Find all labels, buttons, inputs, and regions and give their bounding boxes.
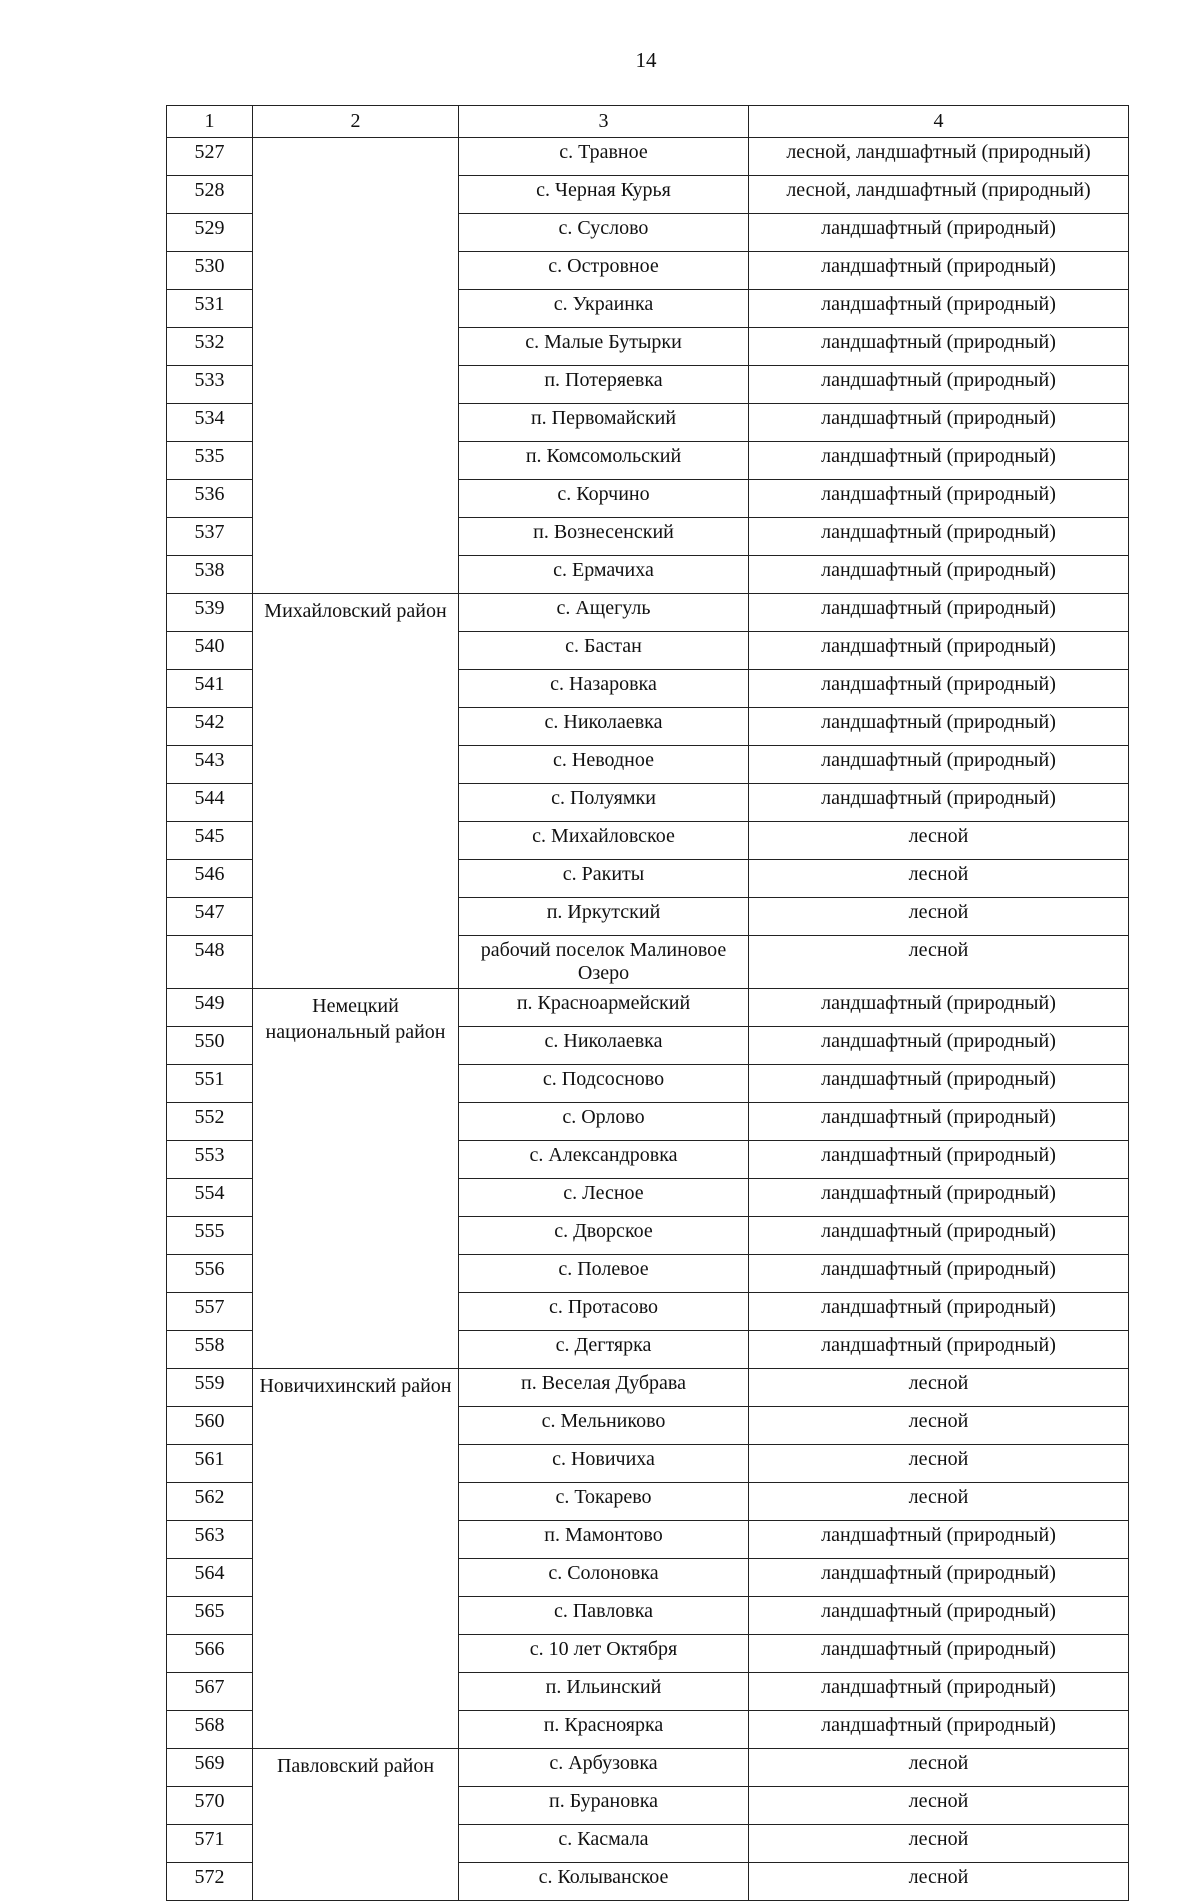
row-number: 544 [167,784,253,822]
zone-type: ландшафтный (природный) [749,1179,1129,1217]
settlements-table [166,105,1129,1901]
district-name: Михайловский район [253,594,459,989]
district-name: Павловский район [253,1749,459,1901]
table-row [167,138,1129,176]
row-number: 553 [167,1141,253,1179]
row-number: 537 [167,518,253,556]
settlement-name: с. Лесное [459,1179,749,1217]
table-row [167,989,1129,1027]
settlement-name: с. Суслово [459,214,749,252]
settlement-name: п. Вознесенский [459,518,749,556]
settlement-name: с. Орлово [459,1103,749,1141]
settlement-name: с. Солоновка [459,1559,749,1597]
row-number: 539 [167,594,253,632]
settlement-name: с. Назаровка [459,670,749,708]
settlement-name: п. Веселая Дубрава [459,1369,749,1407]
row-number: 568 [167,1711,253,1749]
zone-type: ландшафтный (природный) [749,784,1129,822]
row-number: 559 [167,1369,253,1407]
row-number: 561 [167,1445,253,1483]
zone-type: лесной [749,860,1129,898]
zone-type: ландшафтный (природный) [749,1027,1129,1065]
settlement-name: п. Мамонтово [459,1521,749,1559]
zone-type: ландшафтный (природный) [749,252,1129,290]
row-number: 558 [167,1331,253,1369]
settlement-name: п. Первомайский [459,404,749,442]
row-number: 556 [167,1255,253,1293]
settlement-name: п. Иркутский [459,898,749,936]
zone-type: ландшафтный (природный) [749,746,1129,784]
settlement-name: с. Токарево [459,1483,749,1521]
settlement-name: с. Павловка [459,1597,749,1635]
table-row [167,1369,1129,1407]
row-number: 564 [167,1559,253,1597]
settlement-name: с. Касмала [459,1825,749,1863]
header-row [167,106,1129,138]
row-number: 546 [167,860,253,898]
row-number: 551 [167,1065,253,1103]
settlement-name: с. Подсосново [459,1065,749,1103]
row-number: 569 [167,1749,253,1787]
header-cell: 1 [167,106,253,138]
row-number: 549 [167,989,253,1027]
row-number: 545 [167,822,253,860]
zone-type: ландшафтный (природный) [749,1141,1129,1179]
row-number: 538 [167,556,253,594]
table-row [167,594,1129,632]
table-header [167,106,1129,138]
zone-type: ландшафтный (природный) [749,1521,1129,1559]
settlement-name: с. Ракиты [459,860,749,898]
row-number: 527 [167,138,253,176]
settlement-name: с. Протасово [459,1293,749,1331]
zone-type: ландшафтный (природный) [749,1673,1129,1711]
zone-type: ландшафтный (природный) [749,1217,1129,1255]
zone-type: ландшафтный (природный) [749,556,1129,594]
row-number: 565 [167,1597,253,1635]
settlement-name: с. Островное [459,252,749,290]
settlement-name: с. Дворское [459,1217,749,1255]
settlement-name: с. Ермачиха [459,556,749,594]
settlement-name: с. Полевое [459,1255,749,1293]
zone-type: лесной [749,1863,1129,1901]
zone-type: ландшафтный (природный) [749,1711,1129,1749]
table-body [167,138,1129,1901]
settlement-name: п. Потеряевка [459,366,749,404]
row-number: 548 [167,936,253,989]
settlement-name: п. Комсомольский [459,442,749,480]
settlement-name: п. Бурановка [459,1787,749,1825]
zone-type: ландшафтный (природный) [749,989,1129,1027]
row-number: 552 [167,1103,253,1141]
zone-type: ландшафтный (природный) [749,1597,1129,1635]
row-number: 570 [167,1787,253,1825]
zone-type: ландшафтный (природный) [749,442,1129,480]
zone-type: ландшафтный (природный) [749,214,1129,252]
zone-type: ландшафтный (природный) [749,328,1129,366]
row-number: 571 [167,1825,253,1863]
settlement-name: с. Михайловское [459,822,749,860]
zone-type: лесной [749,822,1129,860]
row-number: 547 [167,898,253,936]
settlement-name: п. Красноярка [459,1711,749,1749]
zone-type: лесной [749,1407,1129,1445]
row-number: 533 [167,366,253,404]
zone-type: ландшафтный (природный) [749,632,1129,670]
zone-type: ландшафтный (природный) [749,1255,1129,1293]
district-name: Немецкий национальный район [253,989,459,1369]
row-number: 535 [167,442,253,480]
zone-type: лесной [749,1445,1129,1483]
zone-type: ландшафтный (природный) [749,1635,1129,1673]
settlement-name: с. Николаевка [459,1027,749,1065]
row-number: 541 [167,670,253,708]
settlement-name: с. Новичиха [459,1445,749,1483]
row-number: 540 [167,632,253,670]
table-row [167,1749,1129,1787]
settlement-name: с. Малые Бутырки [459,328,749,366]
zone-type: ландшафтный (природный) [749,518,1129,556]
zone-type: лесной [749,1825,1129,1863]
row-number: 532 [167,328,253,366]
zone-type: ландшафтный (природный) [749,708,1129,746]
settlement-name: с. Дегтярка [459,1331,749,1369]
zone-type: ландшафтный (природный) [749,1065,1129,1103]
settlement-name: п. Ильинский [459,1673,749,1711]
row-number: 563 [167,1521,253,1559]
row-number: 542 [167,708,253,746]
row-number: 566 [167,1635,253,1673]
row-number: 529 [167,214,253,252]
row-number: 557 [167,1293,253,1331]
settlement-name: рабочий поселок Малиновое Озеро [459,936,749,989]
zone-type: лесной, ландшафтный (природный) [749,138,1129,176]
zone-type: лесной, ландшафтный (природный) [749,176,1129,214]
settlement-name: с. Арбузовка [459,1749,749,1787]
row-number: 530 [167,252,253,290]
zone-type: лесной [749,898,1129,936]
zone-type: ландшафтный (природный) [749,404,1129,442]
settlement-name: с. 10 лет Октября [459,1635,749,1673]
zone-type: ландшафтный (природный) [749,1331,1129,1369]
zone-type: ландшафтный (природный) [749,480,1129,518]
settlement-name: п. Красноармейский [459,989,749,1027]
settlement-name: с. Колыванское [459,1863,749,1901]
row-number: 560 [167,1407,253,1445]
zone-type: ландшафтный (природный) [749,1293,1129,1331]
row-number: 567 [167,1673,253,1711]
settlement-name: с. Украинка [459,290,749,328]
settlement-name: с. Полуямки [459,784,749,822]
row-number: 572 [167,1863,253,1901]
row-number: 531 [167,290,253,328]
row-number: 554 [167,1179,253,1217]
zone-type: лесной [749,1483,1129,1521]
settlement-name: с. Травное [459,138,749,176]
settlement-name: с. Николаевка [459,708,749,746]
zone-type: ландшафтный (природный) [749,670,1129,708]
header-cell: 3 [459,106,749,138]
page-number: 14 [635,48,657,72]
settlement-name: с. Неводное [459,746,749,784]
header-cell: 4 [749,106,1129,138]
row-number: 528 [167,176,253,214]
zone-type: ландшафтный (природный) [749,594,1129,632]
row-number: 534 [167,404,253,442]
district-name [253,138,459,594]
settlement-name: с. Корчино [459,480,749,518]
zone-type: ландшафтный (природный) [749,366,1129,404]
zone-type: ландшафтный (природный) [749,290,1129,328]
settlement-name: с. Черная Курья [459,176,749,214]
row-number: 543 [167,746,253,784]
settlement-name: с. Бастан [459,632,749,670]
row-number: 536 [167,480,253,518]
settlement-name: с. Ащегуль [459,594,749,632]
zone-type: лесной [749,1369,1129,1407]
district-name: Новичихинский район [253,1369,459,1749]
zone-type: лесной [749,1787,1129,1825]
settlement-name: с. Александровка [459,1141,749,1179]
zone-type: ландшафтный (природный) [749,1559,1129,1597]
row-number: 562 [167,1483,253,1521]
row-number: 555 [167,1217,253,1255]
row-number: 550 [167,1027,253,1065]
settlement-name: с. Мельниково [459,1407,749,1445]
zone-type: лесной [749,936,1129,989]
header-cell: 2 [253,106,459,138]
zone-type: ландшафтный (природный) [749,1103,1129,1141]
zone-type: лесной [749,1749,1129,1787]
